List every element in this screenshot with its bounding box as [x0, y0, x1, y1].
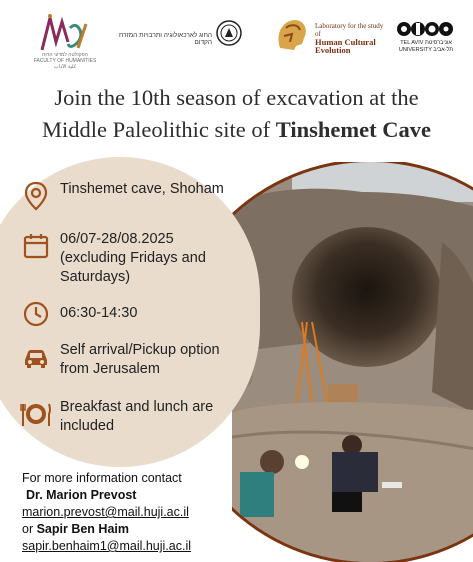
- title-cave-name: Tinshemet Cave: [275, 117, 431, 142]
- info-hours-text: 06:30-14:30: [60, 305, 138, 321]
- lab-line3: Evolution: [315, 45, 351, 55]
- contact-or: or: [22, 522, 37, 536]
- plate-cutlery-icon: [20, 398, 52, 430]
- info-meals-text: Breakfast and lunch are included: [60, 399, 214, 434]
- title-line-2: [0, 114, 473, 146]
- title-line-2-prefix: Middle Paleolithic site of: [42, 117, 276, 142]
- info-dates-text: 06/07-28/08.2025 (excluding Fridays and Saturdays): [60, 231, 206, 285]
- contact-line-2: [22, 521, 191, 538]
- lab-head-logo: [272, 14, 312, 54]
- info-hours: [20, 298, 235, 330]
- page-title: [0, 82, 473, 146]
- contact-name-2: Sapir Ben Haim: [36, 522, 129, 536]
- lab-line1: Laboratory for the study of: [315, 22, 384, 38]
- contact-email-2[interactable]: sapir.benhaim1@mail.huji.ac.il: [22, 539, 192, 553]
- car-icon: [20, 341, 52, 373]
- info-location-text: Tinshemet cave, Shoham: [60, 181, 224, 197]
- title-line-1: Join the 10th season of excavation at the: [54, 85, 419, 110]
- calendar-icon: [20, 230, 52, 262]
- info-transport-text: Self arrival/Pickup option from Jerusalem: [60, 342, 220, 377]
- info-location: [20, 180, 235, 212]
- clock-icon: [20, 298, 52, 330]
- info-meals: [20, 398, 235, 436]
- contact-name-1: Dr. Marion Prevost: [26, 488, 137, 502]
- lab-line2: Human Cultural: [315, 37, 376, 47]
- university-seal-icon: [216, 20, 242, 46]
- contact-section: [22, 470, 191, 555]
- tel-aviv-university-logo: [397, 20, 453, 38]
- info-transport: [20, 341, 235, 379]
- map-pin-icon: [20, 180, 52, 212]
- tau-caption: TEL AVIV אוניברסיטת UNIVERSITY תל-אביב: [398, 40, 454, 53]
- department-name-hebrew: החוג לארכאולוגיה ותרבויות המזרח הקדום: [119, 32, 212, 46]
- faculty-caption: הפקולטה למדעי הרוח FACULTY OF HUMANITIES كلية الآداب: [33, 52, 97, 70]
- info-dates: [20, 230, 235, 287]
- contact-email-1[interactable]: marion.prevost@mail.huji.ac.il: [22, 505, 189, 519]
- lab-name: [315, 22, 387, 54]
- contact-intro: For more information contact: [22, 471, 182, 485]
- header-logos: [0, 0, 473, 70]
- excavation-photo: [232, 162, 473, 562]
